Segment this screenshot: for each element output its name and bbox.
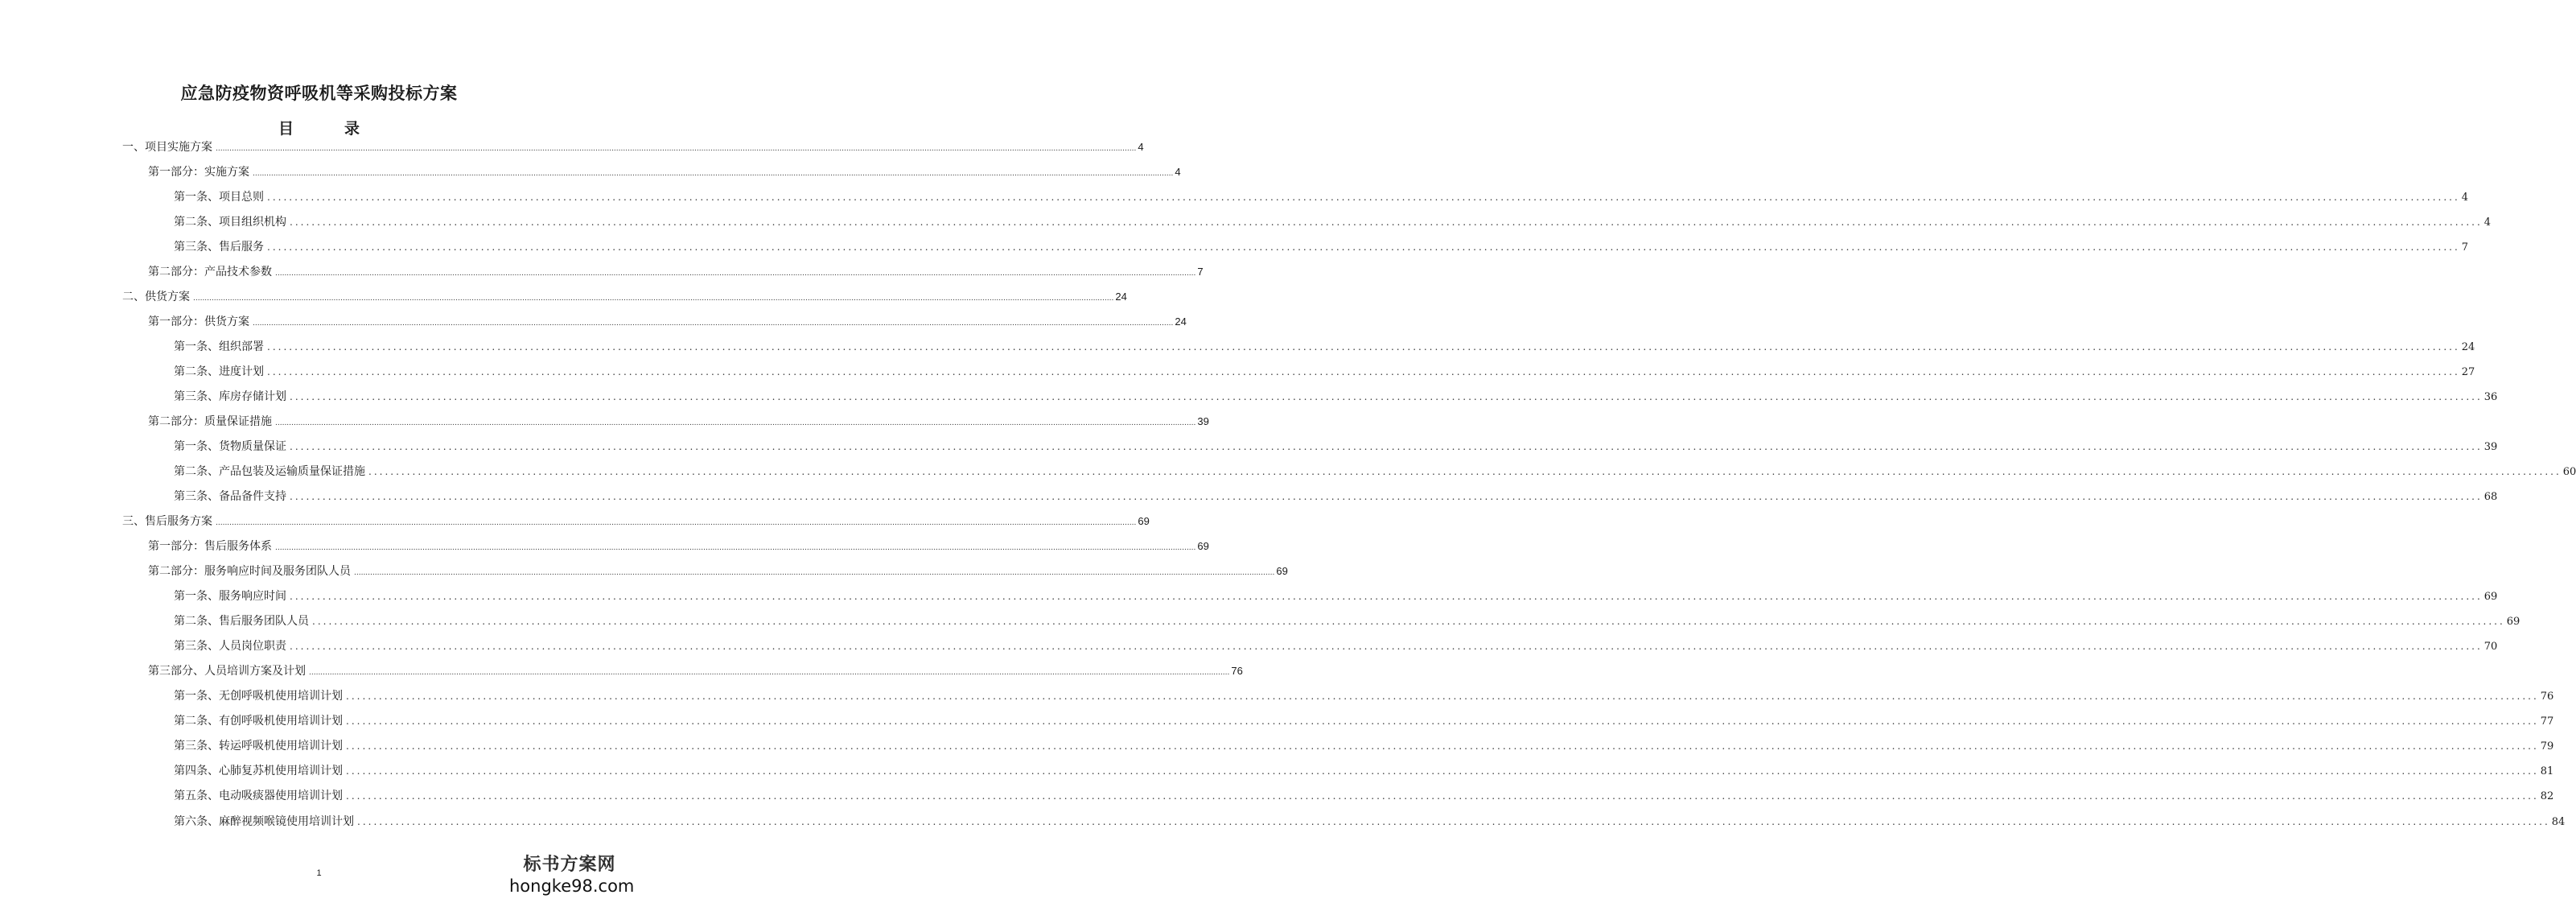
toc-dot-leader: ................................................................................................................................................................................................................................................................................................................................................................................................................ [346,765,2539,777]
toc-dot-leader: ................................................................................................................................................................................................................................................................................................................................................................................................................ [346,715,2539,727]
toc-dot-leader: ................................................................................................................................................................................................................................................................................................................................................................................................................ [275,270,1196,278]
toc-entry-page: 24 [2461,341,2475,353]
toc-dot-leader: ................................................................................................................................................................................................................................................................................................................................................................................................................ [267,241,2460,253]
toc-entry [122,140,1144,155]
toc-entry [174,614,2520,629]
toc-dot-leader: ................................................................................................................................................................................................................................................................................................................................................................................................................ [275,544,1196,552]
toc-entry-label: 第一部分：供货方案 [148,315,249,328]
toc-entry-page: 7 [2461,241,2469,254]
toc-dot-leader: ................................................................................................................................................................................................................................................................................................................................................................................................................ [290,591,2483,602]
toc-dot-leader: ................................................................................................................................................................................................................................................................................................................................................................................................................ [275,419,1196,427]
toc-entry-page: 76 [1231,665,1243,677]
toc-entry [174,340,2475,354]
toc-entry-page: 81 [2540,765,2554,777]
toc-entry-page: 39 [2483,441,2498,453]
toc-entry [174,814,2566,829]
toc-entry-label: 第四条、心肺复苏机使用培训计划 [174,765,343,777]
watermark-en: hongke98.com [509,876,635,896]
toc-entry-page: 4 [2461,192,2469,204]
toc-dot-leader: ................................................................................................................................................................................................................................................................................................................................................................................................................ [368,466,2562,477]
toc-dot-leader: ................................................................................................................................................................................................................................................................................................................................................................................................................ [312,616,2505,627]
page-number: 1 [316,868,322,878]
toc-entry-label: 第一条、货物质量保证 [174,440,286,453]
toc-entry [122,290,1127,304]
toc-entry-label: 一、项目实施方案 [122,141,212,154]
toc-entry [174,689,2554,703]
toc-entry-label: 第二条、进度计划 [174,365,264,378]
toc-entry-page: 69 [2483,591,2498,603]
toc-dot-leader: ................................................................................................................................................................................................................................................................................................................................................................................................................ [193,295,1114,303]
toc-entry-page: 76 [2540,691,2554,703]
toc-dot-leader: ................................................................................................................................................................................................................................................................................................................................................................................................................ [216,145,1137,153]
toc-entry [148,315,1187,329]
toc-entry-page: 69 [1276,565,1288,577]
toc-entry-label: 第一条、服务响应时间 [174,590,286,603]
toc-entry-page: 79 [2540,740,2554,752]
toc-dot-leader: ................................................................................................................................................................................................................................................................................................................................................................................................................ [290,391,2483,402]
toc-entry [174,240,2469,254]
toc-entry [148,539,1209,554]
toc-entry [122,514,1150,529]
toc-entry-label: 第三条、备品备件支持 [174,490,286,503]
toc-entry-label: 第三条、库房存储计划 [174,390,286,403]
toc-entry-label: 第三条、人员岗位职责 [174,640,286,653]
toc-entry [174,365,2475,379]
toc-dot-leader: ................................................................................................................................................................................................................................................................................................................................................................................................................ [216,519,1137,527]
toc-entry [174,215,2492,229]
toc-entry [174,764,2554,778]
toc-entry [174,714,2554,728]
toc-entry-page: 36 [2483,391,2498,403]
toc-entry-label: 第二部分：质量保证措施 [148,415,272,428]
toc-dot-leader: ................................................................................................................................................................................................................................................................................................................................................................................................................ [290,216,2483,228]
toc-entry [148,165,1181,179]
toc-entry-page: 84 [2551,816,2566,828]
toc-dot-leader: ................................................................................................................................................................................................................................................................................................................................................................................................................ [346,740,2539,752]
toc-entry-label: 第五条、电动吸痰器使用培训计划 [174,790,343,802]
toc-entry-page: 77 [2540,715,2554,728]
toc-dot-leader: ................................................................................................................................................................................................................................................................................................................................................................................................................ [354,569,1275,577]
toc-entry-label: 第一部分：实施方案 [148,166,249,179]
toc-dot-leader: ................................................................................................................................................................................................................................................................................................................................................................................................................ [290,441,2483,452]
toc-entry [148,414,1209,429]
toc-dot-leader: ................................................................................................................................................................................................................................................................................................................................................................................................................ [346,790,2539,802]
toc-entry-page: 24 [1175,315,1187,328]
toc-dot-leader: ................................................................................................................................................................................................................................................................................................................................................................................................................ [267,366,2460,377]
toc-entry [174,789,2554,803]
toc-entry-page: 4 [2483,216,2492,229]
toc-entry [148,564,1288,579]
toc-entry-page: 4 [1138,141,1144,153]
toc-entry-label: 第二条、项目组织机构 [174,216,286,229]
toc-entry-label: 第六条、麻醉视频喉镜使用培训计划 [174,815,354,828]
toc-entry-page: 39 [1197,415,1209,427]
toc-entry-page: 69 [1197,540,1209,552]
toc-entry-label: 第一部分：售后服务体系 [148,540,272,553]
toc-entry-label: 第二部分：服务响应时间及服务团队人员 [148,565,351,578]
toc-entry-label: 第二条、产品包装及运输质量保证措施 [174,465,365,478]
toc-entry [174,639,2498,654]
toc-entry [174,489,2498,504]
toc-entry-page: 70 [2483,641,2498,653]
toc-entry [174,739,2554,753]
toc-entry [148,265,1204,279]
toc-entry-label: 三、售后服务方案 [122,515,212,528]
toc-entry-page: 24 [1115,291,1127,303]
toc-entry-label: 第二条、有创呼吸机使用培训计划 [174,715,343,728]
toc-dot-leader: ................................................................................................................................................................................................................................................................................................................................................................................................................ [290,491,2483,502]
document-title: 应急防疫物资呼吸机等采购投标方案 [180,84,458,103]
watermark-cn: 标书方案网 [523,855,616,875]
toc-dot-leader: ................................................................................................................................................................................................................................................................................................................................................................................................................ [290,641,2483,652]
toc-entry-label: 第一条、无创呼吸机使用培训计划 [174,690,343,703]
toc-entry [174,190,2469,204]
toc-heading-text: 目 录 [278,120,377,138]
toc-entry [174,464,2576,479]
toc-entry-page: 4 [1175,166,1181,178]
toc-entry-label: 第一条、项目总则 [174,191,264,204]
toc-entry-label: 第一条、组织部署 [174,340,264,353]
toc-entry-label: 第三部分、人员培训方案及计划 [148,665,306,678]
toc-entry-label: 第三条、转运呼吸机使用培训计划 [174,740,343,752]
toc-dot-leader: ................................................................................................................................................................................................................................................................................................................................................................................................................ [267,341,2460,353]
toc-dot-leader: ................................................................................................................................................................................................................................................................................................................................................................................................................ [253,320,1174,328]
watermark-logo [509,855,635,897]
toc-entry-page: 7 [1197,266,1204,278]
toc-entry [174,439,2498,454]
toc-entry [174,589,2498,604]
toc-entry-page: 27 [2461,366,2475,378]
toc-entry-page: 68 [2483,491,2498,503]
toc-dot-leader: ................................................................................................................................................................................................................................................................................................................................................................................................................ [357,816,2550,827]
toc-dot-leader: ................................................................................................................................................................................................................................................................................................................................................................................................................ [267,192,2460,203]
toc-entry-label: 第二部分：产品技术参数 [148,266,272,278]
toc-entry-page: 69 [1138,515,1150,527]
toc-entry-page: 82 [2540,790,2554,802]
toc-entry-page: 60 [2562,466,2576,478]
toc-dot-leader: ................................................................................................................................................................................................................................................................................................................................................................................................................ [309,669,1230,677]
toc-entry [148,664,1243,678]
toc-entry-label: 二、供货方案 [122,291,190,303]
toc-entry-page: 69 [2506,616,2520,628]
toc-dot-leader: ................................................................................................................................................................................................................................................................................................................................................................................................................ [253,170,1174,178]
toc-entry-label: 第二条、售后服务团队人员 [174,615,309,628]
toc-dot-leader: ................................................................................................................................................................................................................................................................................................................................................................................................................ [346,691,2539,702]
toc-entry [174,390,2498,404]
toc-entry-label: 第三条、售后服务 [174,241,264,254]
